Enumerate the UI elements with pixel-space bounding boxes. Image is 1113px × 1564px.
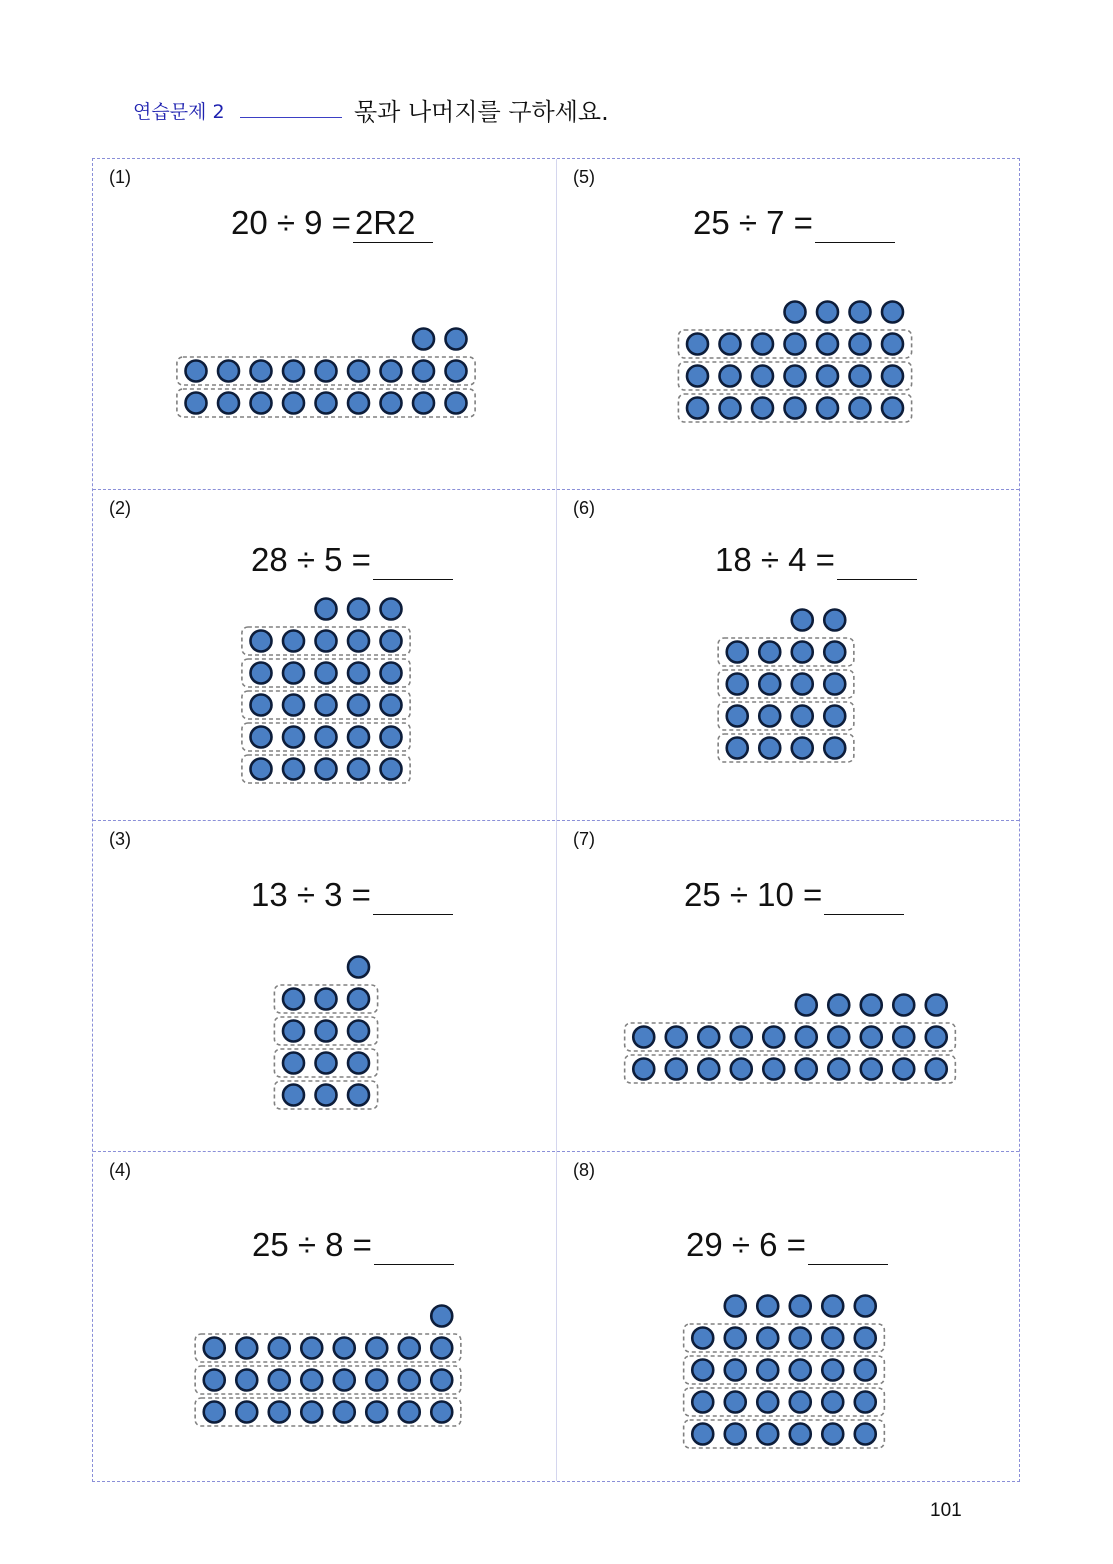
problem-number: (6) bbox=[573, 498, 595, 518]
group-dot bbox=[763, 1059, 784, 1080]
group-dot bbox=[763, 1027, 784, 1048]
group-dot bbox=[283, 631, 304, 652]
remainder-dot bbox=[926, 995, 947, 1016]
group-dot bbox=[251, 727, 272, 748]
group-dot bbox=[790, 1360, 811, 1381]
group-dot bbox=[316, 989, 337, 1010]
group-dot bbox=[334, 1402, 355, 1423]
group-dot bbox=[757, 1424, 778, 1445]
group-dot bbox=[727, 738, 748, 759]
group-dot bbox=[301, 1338, 322, 1359]
problem-cell-8 bbox=[557, 1152, 1021, 1483]
group-dot bbox=[759, 706, 780, 727]
group-dot bbox=[725, 1328, 746, 1349]
problem-number: (3) bbox=[109, 829, 131, 849]
remainder-dot bbox=[792, 610, 813, 631]
group-dot bbox=[334, 1338, 355, 1359]
group-dot bbox=[687, 334, 708, 355]
group-dot bbox=[348, 393, 369, 414]
problem-cell-2 bbox=[93, 490, 557, 821]
group-dot bbox=[283, 1085, 304, 1106]
group-dot bbox=[269, 1402, 290, 1423]
group-dot bbox=[785, 366, 806, 387]
problem-cell-4 bbox=[93, 1152, 557, 1483]
group-dot bbox=[828, 1059, 849, 1080]
counter-model bbox=[93, 159, 557, 490]
group-dot bbox=[817, 366, 838, 387]
remainder-dot bbox=[861, 995, 882, 1016]
group-dot bbox=[785, 334, 806, 355]
group-dot bbox=[283, 663, 304, 684]
problem-number: (4) bbox=[109, 1160, 131, 1180]
group-dot bbox=[882, 366, 903, 387]
counter-model bbox=[93, 821, 557, 1152]
group-dot bbox=[381, 695, 402, 716]
group-dot bbox=[316, 695, 337, 716]
group-dot bbox=[251, 631, 272, 652]
counter-model bbox=[557, 821, 1021, 1152]
group-dot bbox=[790, 1392, 811, 1413]
group-dot bbox=[796, 1059, 817, 1080]
remainder-dot bbox=[882, 302, 903, 323]
remainder-dot bbox=[725, 1296, 746, 1317]
problem-number: (7) bbox=[573, 829, 595, 849]
group-dot bbox=[251, 361, 272, 382]
name-blank-line[interactable] bbox=[240, 117, 342, 118]
group-dot bbox=[824, 738, 845, 759]
group-dot bbox=[366, 1402, 387, 1423]
group-dot bbox=[236, 1370, 257, 1391]
group-dot bbox=[759, 738, 780, 759]
group-dot bbox=[817, 398, 838, 419]
group-dot bbox=[236, 1338, 257, 1359]
group-dot bbox=[316, 1085, 337, 1106]
group-dot bbox=[752, 398, 773, 419]
group-dot bbox=[431, 1402, 452, 1423]
group-dot bbox=[893, 1027, 914, 1048]
group-dot bbox=[666, 1059, 687, 1080]
group-dot bbox=[348, 989, 369, 1010]
remainder-dot bbox=[381, 599, 402, 620]
group-dot bbox=[687, 398, 708, 419]
group-dot bbox=[926, 1059, 947, 1080]
group-dot bbox=[218, 361, 239, 382]
remainder-dot bbox=[822, 1296, 843, 1317]
group-dot bbox=[633, 1059, 654, 1080]
group-dot bbox=[269, 1370, 290, 1391]
remainder-dot bbox=[446, 329, 467, 350]
group-dot bbox=[431, 1338, 452, 1359]
group-dot bbox=[757, 1328, 778, 1349]
group-dot bbox=[855, 1328, 876, 1349]
equation-text: 25 ÷ 8 = bbox=[252, 1226, 372, 1263]
remainder-dot bbox=[828, 995, 849, 1016]
group-dot bbox=[861, 1027, 882, 1048]
group-dot bbox=[757, 1392, 778, 1413]
group-dot bbox=[692, 1328, 713, 1349]
group-dot bbox=[283, 727, 304, 748]
group-dot bbox=[727, 706, 748, 727]
problem-cell-3 bbox=[93, 821, 557, 1152]
group-dot bbox=[727, 642, 748, 663]
group-dot bbox=[720, 398, 741, 419]
exercise-label: 연습문제 2 bbox=[133, 101, 225, 123]
group-dot bbox=[790, 1424, 811, 1445]
group-dot bbox=[348, 1085, 369, 1106]
group-dot bbox=[316, 361, 337, 382]
group-dot bbox=[720, 334, 741, 355]
group-dot bbox=[822, 1392, 843, 1413]
answer-blank[interactable]: 2R2 bbox=[353, 206, 433, 243]
problem-number: (1) bbox=[109, 167, 131, 187]
group-dot bbox=[725, 1360, 746, 1381]
problem-number: (2) bbox=[109, 498, 131, 518]
group-dot bbox=[752, 334, 773, 355]
group-dot bbox=[731, 1059, 752, 1080]
remainder-dot bbox=[790, 1296, 811, 1317]
group-dot bbox=[316, 631, 337, 652]
group-dot bbox=[893, 1059, 914, 1080]
group-dot bbox=[727, 674, 748, 695]
group-dot bbox=[251, 695, 272, 716]
remainder-dot bbox=[817, 302, 838, 323]
counter-model bbox=[93, 1152, 557, 1483]
group-dot bbox=[692, 1360, 713, 1381]
group-dot bbox=[381, 631, 402, 652]
group-dot bbox=[882, 334, 903, 355]
group-dot bbox=[413, 361, 434, 382]
group-dot bbox=[348, 631, 369, 652]
problem-number: (8) bbox=[573, 1160, 595, 1180]
group-dot bbox=[413, 393, 434, 414]
group-dot bbox=[251, 393, 272, 414]
group-dot bbox=[251, 663, 272, 684]
group-dot bbox=[855, 1424, 876, 1445]
group-dot bbox=[251, 759, 272, 780]
group-dot bbox=[698, 1059, 719, 1080]
group-dot bbox=[731, 1027, 752, 1048]
remainder-dot bbox=[850, 302, 871, 323]
group-dot bbox=[204, 1338, 225, 1359]
counter-model bbox=[557, 1152, 1021, 1483]
group-dot bbox=[236, 1402, 257, 1423]
remainder-dot bbox=[316, 599, 337, 620]
group-dot bbox=[204, 1370, 225, 1391]
group-dot bbox=[666, 1027, 687, 1048]
group-dot bbox=[283, 361, 304, 382]
group-dot bbox=[692, 1392, 713, 1413]
remainder-dot bbox=[348, 599, 369, 620]
group-dot bbox=[283, 1053, 304, 1074]
group-dot bbox=[348, 1053, 369, 1074]
group-dot bbox=[828, 1027, 849, 1048]
group-dot bbox=[855, 1360, 876, 1381]
group-dot bbox=[366, 1370, 387, 1391]
group-dot bbox=[348, 759, 369, 780]
group-dot bbox=[316, 759, 337, 780]
group-dot bbox=[792, 674, 813, 695]
equation-text: 20 ÷ 9 = bbox=[231, 204, 351, 241]
group-dot bbox=[796, 1027, 817, 1048]
group-dot bbox=[792, 706, 813, 727]
group-dot bbox=[725, 1424, 746, 1445]
group-dot bbox=[861, 1059, 882, 1080]
group-dot bbox=[850, 398, 871, 419]
group-dot bbox=[283, 1021, 304, 1042]
remainder-dot bbox=[855, 1296, 876, 1317]
equation-text: 25 ÷ 7 = bbox=[693, 204, 813, 241]
group-dot bbox=[316, 663, 337, 684]
equation-text: 18 ÷ 4 = bbox=[715, 541, 835, 578]
instruction-text: 몫과 나머지를 구하세요. bbox=[354, 98, 609, 126]
group-dot bbox=[283, 695, 304, 716]
problem-cell-6 bbox=[557, 490, 1021, 821]
group-dot bbox=[790, 1328, 811, 1349]
group-dot bbox=[269, 1338, 290, 1359]
group-dot bbox=[720, 366, 741, 387]
group-dot bbox=[283, 989, 304, 1010]
group-dot bbox=[822, 1424, 843, 1445]
equation-text: 25 ÷ 10 = bbox=[684, 876, 823, 913]
page-number: 101 bbox=[930, 1500, 962, 1521]
group-dot bbox=[381, 759, 402, 780]
group-dot bbox=[692, 1424, 713, 1445]
group-dot bbox=[381, 663, 402, 684]
group-dot bbox=[348, 1021, 369, 1042]
group-dot bbox=[348, 663, 369, 684]
group-dot bbox=[301, 1370, 322, 1391]
group-dot bbox=[348, 695, 369, 716]
group-dot bbox=[431, 1370, 452, 1391]
remainder-dot bbox=[893, 995, 914, 1016]
group-dot bbox=[698, 1027, 719, 1048]
group-dot bbox=[633, 1027, 654, 1048]
group-dot bbox=[792, 738, 813, 759]
group-dot bbox=[218, 393, 239, 414]
group-dot bbox=[381, 393, 402, 414]
remainder-dot bbox=[757, 1296, 778, 1317]
group-dot bbox=[316, 1021, 337, 1042]
group-dot bbox=[687, 366, 708, 387]
group-dot bbox=[334, 1370, 355, 1391]
group-dot bbox=[301, 1402, 322, 1423]
problem-cell-5 bbox=[557, 159, 1021, 490]
group-dot bbox=[283, 759, 304, 780]
problem-number: (5) bbox=[573, 167, 595, 187]
equation-text: 13 ÷ 3 = bbox=[251, 876, 371, 913]
group-dot bbox=[446, 361, 467, 382]
group-dot bbox=[186, 393, 207, 414]
counter-model bbox=[557, 490, 1021, 821]
page-header bbox=[0, 0, 1113, 150]
group-dot bbox=[824, 642, 845, 663]
problem-cell-1 bbox=[93, 159, 557, 490]
group-dot bbox=[316, 393, 337, 414]
group-dot bbox=[399, 1370, 420, 1391]
group-dot bbox=[824, 674, 845, 695]
group-dot bbox=[855, 1392, 876, 1413]
group-dot bbox=[399, 1338, 420, 1359]
group-dot bbox=[752, 366, 773, 387]
group-dot bbox=[348, 361, 369, 382]
group-dot bbox=[926, 1027, 947, 1048]
group-dot bbox=[381, 361, 402, 382]
group-dot bbox=[824, 706, 845, 727]
problem-cell-7 bbox=[557, 821, 1021, 1152]
group-dot bbox=[757, 1360, 778, 1381]
group-dot bbox=[822, 1328, 843, 1349]
remainder-dot bbox=[796, 995, 817, 1016]
equation-text: 28 ÷ 5 = bbox=[251, 541, 371, 578]
remainder-dot bbox=[431, 1306, 452, 1327]
group-dot bbox=[366, 1338, 387, 1359]
group-dot bbox=[204, 1402, 225, 1423]
group-dot bbox=[283, 393, 304, 414]
remainder-dot bbox=[348, 957, 369, 978]
remainder-dot bbox=[824, 610, 845, 631]
group-dot bbox=[316, 1053, 337, 1074]
group-dot bbox=[446, 393, 467, 414]
group-dot bbox=[759, 674, 780, 695]
group-dot bbox=[850, 366, 871, 387]
counter-model bbox=[93, 490, 557, 821]
group-dot bbox=[822, 1360, 843, 1381]
group-dot bbox=[817, 334, 838, 355]
group-dot bbox=[316, 727, 337, 748]
group-dot bbox=[399, 1402, 420, 1423]
remainder-dot bbox=[785, 302, 806, 323]
group-dot bbox=[882, 398, 903, 419]
counter-model bbox=[557, 159, 1021, 490]
group-dot bbox=[792, 642, 813, 663]
remainder-dot bbox=[413, 329, 434, 350]
group-dot bbox=[850, 334, 871, 355]
group-dot bbox=[725, 1392, 746, 1413]
group-dot bbox=[186, 361, 207, 382]
group-dot bbox=[348, 727, 369, 748]
equation-text: 29 ÷ 6 = bbox=[686, 1226, 806, 1263]
group-dot bbox=[785, 398, 806, 419]
group-dot bbox=[759, 642, 780, 663]
group-dot bbox=[381, 727, 402, 748]
